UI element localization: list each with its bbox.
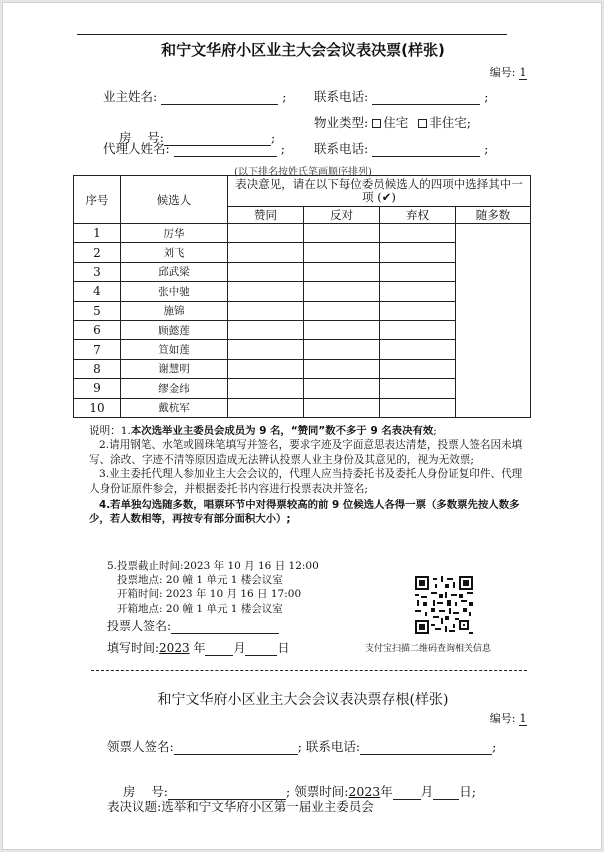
matter-value: 选举和宁文华府小区第一届业主委员会 [161,799,374,814]
row-no: 2 [74,243,121,262]
fill-year: 2023 [159,641,190,655]
row-no: 8 [74,359,121,378]
open-time-value: 2023 年 10 月 16 日 17:00 [165,588,302,601]
instructions [89,424,529,527]
voter-sign-field[interactable] [171,620,279,634]
abstain-cell[interactable] [380,359,456,378]
oppose-cell[interactable] [304,379,380,398]
room-label: 房 号: [118,130,165,145]
receive-year: 2023 [348,784,381,799]
note-1-bold: 本次选举业主委员会成员为 9 名，“赞同”数不多于 9 名表决有效 [130,425,434,437]
receiver-row [107,737,496,755]
separator: ; [282,89,287,104]
abstain-cell[interactable] [380,340,456,359]
non-residential-checkbox[interactable] [418,119,427,128]
row-no: 7 [74,340,121,359]
fill-time-row [107,639,289,656]
separator: ; [492,739,497,754]
serial-number: 1 [519,66,527,79]
candidate-name: 谢慧明 [121,359,228,378]
fill-time-label: 填写时间: [107,641,160,655]
open-place-line [107,602,319,616]
approve-cell[interactable] [228,301,304,320]
approve-cell[interactable] [228,282,304,301]
deadline-line [107,559,319,573]
abstain-cell[interactable] [380,282,456,301]
note-1-prefix: 说明：1. [89,425,131,437]
abstain-cell[interactable] [380,398,456,417]
approve-cell[interactable] [228,379,304,398]
receive-time-label: ; 领票时间: [286,784,349,799]
col-header-approve: 赞同 [228,207,304,224]
non-residential-option: 非住宅 [429,115,467,130]
ballot-sheet [2,2,602,850]
col-header-no: 序号 [74,176,121,224]
col-header-follow-majority: 随多数 [456,207,531,224]
row-no: 9 [74,379,121,398]
separator: ; [484,141,489,156]
residential-checkbox[interactable] [372,119,381,128]
qr-caption: 支付宝扫描二维码查询相关信息 [365,644,492,654]
residential-option: 住宅 [383,115,409,130]
open-time-line [107,587,319,601]
stub-serial-number: 1 [519,712,527,725]
proxy-name-row [103,139,285,157]
approve-cell[interactable] [228,262,304,281]
row-no: 5 [74,301,121,320]
separator: ; [271,130,276,145]
approve-cell[interactable] [228,243,304,262]
top-rule [77,34,507,35]
row-no: 1 [74,224,121,243]
voting-table [73,175,531,418]
note-1-end: ; [433,425,437,437]
open-place-value: 20 幢 1 单元 1 楼会议室 [165,602,283,615]
row-no: 3 [74,262,121,281]
ballot-title: 和宁文华府小区业主大会会议表决票(样张) [161,41,445,59]
col-header-abstain: 弃权 [380,207,456,224]
candidate-name: 张中驰 [121,282,228,301]
note-3: 3.业主委托代理人参加业主大会会议的，代理人应当持委托书及委托人身份证复印件、代理人身份证原件参会，并根据委托书内容进行投票表决并签名; [89,468,523,495]
schedule [107,559,319,616]
matter-label: 表决议题: [107,799,162,814]
candidate-name: 刘飞 [121,243,228,262]
candidate-name: 笪如莲 [121,340,228,359]
stub-day-unit: 日 [459,784,472,799]
abstain-cell[interactable] [380,262,456,281]
separator: ; [471,784,476,799]
vote-place-label: 投票地点: [117,574,163,587]
approve-cell[interactable] [228,224,304,243]
note-1 [89,424,529,438]
open-time-label: 开箱时间: [117,588,163,601]
cut-line [91,670,527,671]
proxy-name-field[interactable] [174,143,277,157]
oppose-cell[interactable] [304,340,380,359]
row-no: 10 [74,398,121,417]
proxy-phone-field[interactable] [372,143,480,157]
receive-day-field[interactable] [433,786,459,800]
stub-serial-label: 编号: [489,712,516,725]
candidate-name: 顾懿莲 [121,320,228,339]
day-unit: 日 [277,641,290,655]
vote-place-line [107,573,319,587]
oppose-cell[interactable] [304,398,380,417]
col-header-candidate: 候选人 [121,176,228,224]
year-unit: 年 [193,641,206,655]
voter-sign-label: 投票人签名: [107,619,172,633]
order-note: (以下排名按姓氏笔画顺序排列) [234,167,372,178]
oppose-cell[interactable] [304,243,380,262]
stub-month-unit: 月 [420,784,434,799]
oppose-cell[interactable] [304,224,380,243]
oppose-cell[interactable] [304,320,380,339]
stub-room-label: 房 号: [122,784,169,799]
separator: ; [466,115,471,130]
col-header-oppose: 反对 [304,207,380,224]
table-row [74,224,531,243]
abstain-cell[interactable] [380,301,456,320]
owner-phone-label: 联系电话: [314,89,369,104]
owner-name-row [103,87,286,105]
approve-cell[interactable] [228,320,304,339]
deadline-value: 2023 年 10 月 16 日 12:00 [183,560,319,572]
oppose-cell[interactable] [304,301,380,320]
row-no: 6 [74,320,121,339]
approve-cell[interactable] [228,340,304,359]
receiver-sign-label: 领票人签名: [107,739,174,754]
matter-row [107,797,374,815]
candidate-name: 缪金纬 [121,379,228,398]
note-2: 2.请用钢笔、水笔或圆珠笔填写并签名，要求字迹及字面意思表达清楚，投票人签名因未填写、涂改、字迹不清等原因造成无法辨认投票人业主身份及其意见的，视为无效票; [89,439,523,466]
separator: ; [484,89,489,104]
stub-year-unit: 年 [380,784,393,799]
stub-phone-field[interactable] [360,741,492,755]
serial-label: 编号: [489,66,516,79]
vote-place-value: 20 幢 1 单元 1 楼会议室 [165,574,283,587]
vote-instruction: 表决意见，请在以下每位委员候选人的四项中选择其中一项 (✔) [228,176,531,207]
stub-phone-label: ; 联系电话: [297,739,361,754]
approve-cell[interactable] [228,359,304,378]
abstain-cell[interactable] [380,243,456,262]
candidate-name: 戴杭军 [121,398,228,417]
note-4-bold: 4.若单独勾选随多数，唱票环节中对得票较高的前 9 位候选人各得一票（多数票先按人数多少，若人数相等，再按专有部分面积大小）; [89,499,520,526]
oppose-cell[interactable] [304,282,380,301]
abstain-cell[interactable] [380,320,456,339]
proxy-name-label: 代理人姓名: [103,141,170,156]
note-4 [89,498,529,527]
proxy-phone-label: 联系电话: [314,141,369,156]
approve-cell[interactable] [228,398,304,417]
owner-name-field[interactable] [161,91,278,105]
follow-majority-cell[interactable] [456,224,531,418]
qr-code-icon [415,576,473,634]
oppose-cell[interactable] [304,262,380,281]
stub-serial [490,710,527,726]
open-place-label: 开箱地点: [117,602,163,615]
deadline-label: 5.投票截止时间: [107,560,184,572]
candidate-name: 施锦 [121,301,228,320]
row-no: 4 [74,282,121,301]
property-type-row [314,113,471,131]
proxy-phone-row [314,139,488,157]
candidate-name: 厉华 [121,224,228,243]
oppose-cell[interactable] [304,359,380,378]
owner-phone-field[interactable] [372,91,480,105]
voter-sign-row [107,617,279,634]
owner-name-label: 业主姓名: [103,89,158,104]
month-unit: 月 [233,641,246,655]
fill-day-field[interactable] [245,642,277,656]
candidate-name: 邱武梁 [121,262,228,281]
stub-title: 和宁文华府小区业主大会会议表决票存根(样张) [157,692,449,708]
abstain-cell[interactable] [380,379,456,398]
fill-month-field[interactable] [205,642,233,656]
receive-month-field[interactable] [393,786,421,800]
separator: ; [280,141,285,156]
owner-phone-row [314,87,488,105]
receiver-sign-field[interactable] [174,741,298,755]
abstain-cell[interactable] [380,224,456,243]
ballot-serial [490,64,527,80]
property-type-label: 物业类型: [314,115,369,130]
